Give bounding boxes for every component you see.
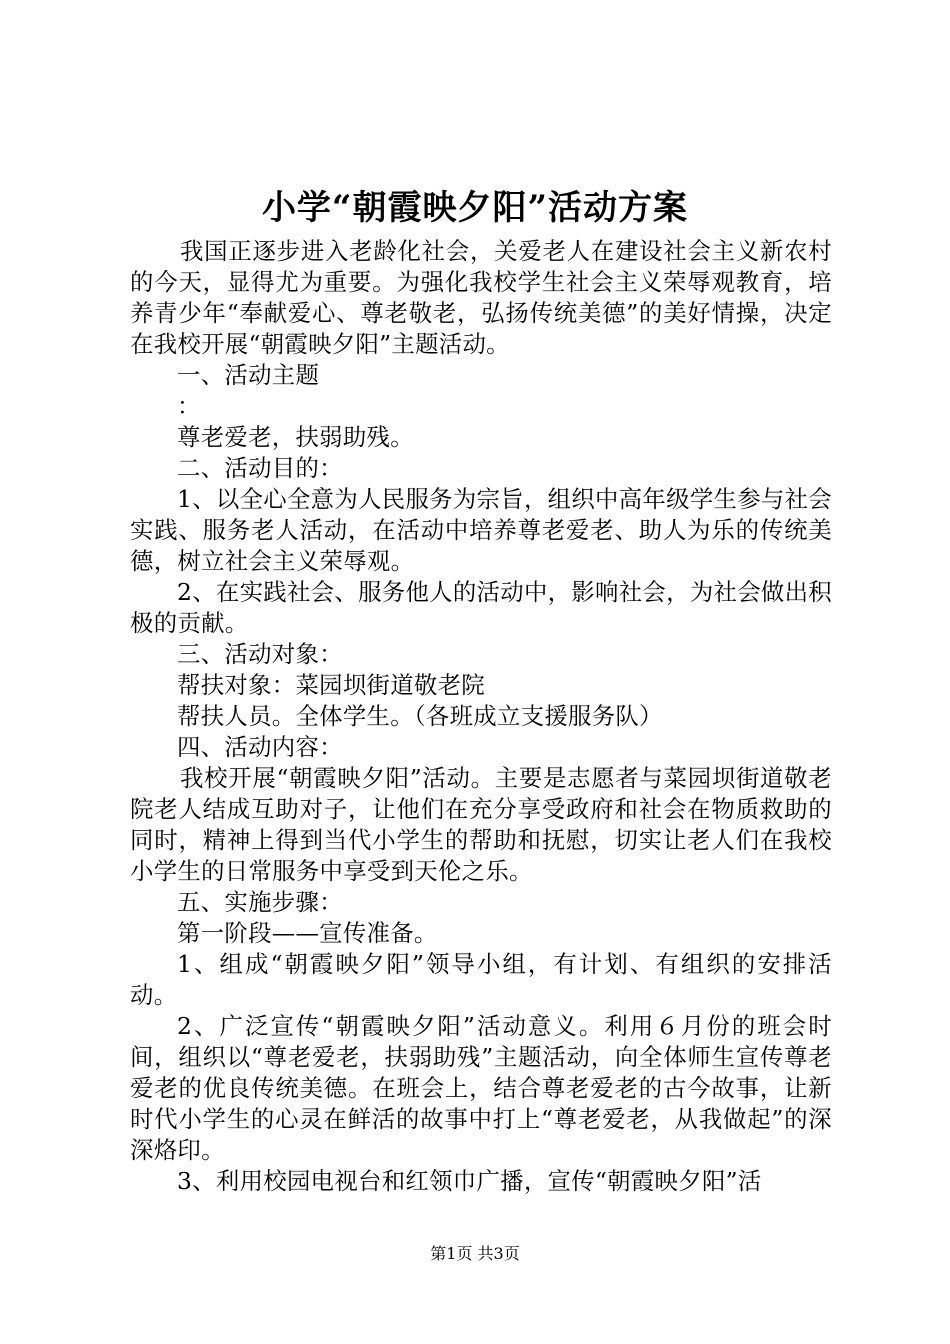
theme-text: 尊老爱老，扶弱助残。 xyxy=(177,423,414,451)
step-item-2: 2、广泛宣传“朝霞映夕阳”活动意义。利用６月份的班会时间，组织以“尊老爱老，扶弱助残”主题活动，向全体师生宣传尊老爱老的优良传统美德。在班会上，结合尊老爱老的古今故事，让新时代小学生的心灵在鲜活的故事中打上“尊老爱老，从我做起”的深深烙印。 xyxy=(130,1012,832,1164)
section-heading-content: 四、活动内容： xyxy=(177,733,343,761)
colon-line: ： xyxy=(177,392,201,420)
target-helpers: 帮扶人员。全体学生。（各班成立支援服务队） xyxy=(177,702,663,730)
intro-paragraph: 我国正逐步进入老龄化社会，关爱老人在建设社会主义新农村的今天，显得尤为重要。为强化我校学生社会主义荣辱观教育，培养青少年“奉献爱心、尊老敬老，弘扬传统美德”的美好情操，决定在我校开展“朝霞映夕阳”主题活动。 xyxy=(130,237,832,358)
section-heading-target: 三、活动对象： xyxy=(177,640,343,668)
step-item-3: 3、利用校园电视台和红领巾广播，宣传“朝霞映夕阳”活 xyxy=(177,1167,762,1195)
step-item-1: 1、组成“朝霞映夕阳”领导小组，有计划、有组织的安排活动。 xyxy=(130,950,832,1009)
target-recipients: 帮扶对象：菜园坝街道敬老院 xyxy=(177,671,485,699)
purpose-item-1: 1、以全心全意为人民服务为宗旨，组织中高年级学生参与社会实践、服务老人活动，在活动中培养尊老爱老、助人为乐的传统美德，树立社会主义荣辱观。 xyxy=(130,485,832,575)
document-title: 小学“朝霞映夕阳”活动方案 xyxy=(261,188,689,228)
page-footer: 第1页 共3页 xyxy=(430,1244,520,1263)
document-body xyxy=(130,236,832,1197)
content-paragraph: 我校开展“朝霞映夕阳”活动。主要是志愿者与菜园坝街道敬老院老人结成互助对子，让他们在充分享受政府和社会在物质救助的同时，精神上得到当代小学生的帮助和抚慰，切实让老人们在我校小学生的日常服务中享受到天伦之乐。 xyxy=(130,764,832,885)
section-heading-steps: 五、实施步骤： xyxy=(177,888,343,916)
section-heading-theme: 一、活动主题 xyxy=(177,361,320,389)
section-heading-purpose: 二、活动目的： xyxy=(177,454,343,482)
stage-one-heading: 第一阶段——宣传准备。 xyxy=(177,919,438,947)
purpose-item-2: 2、在实践社会、服务他人的活动中，影响社会，为社会做出积极的贡献。 xyxy=(130,578,832,637)
